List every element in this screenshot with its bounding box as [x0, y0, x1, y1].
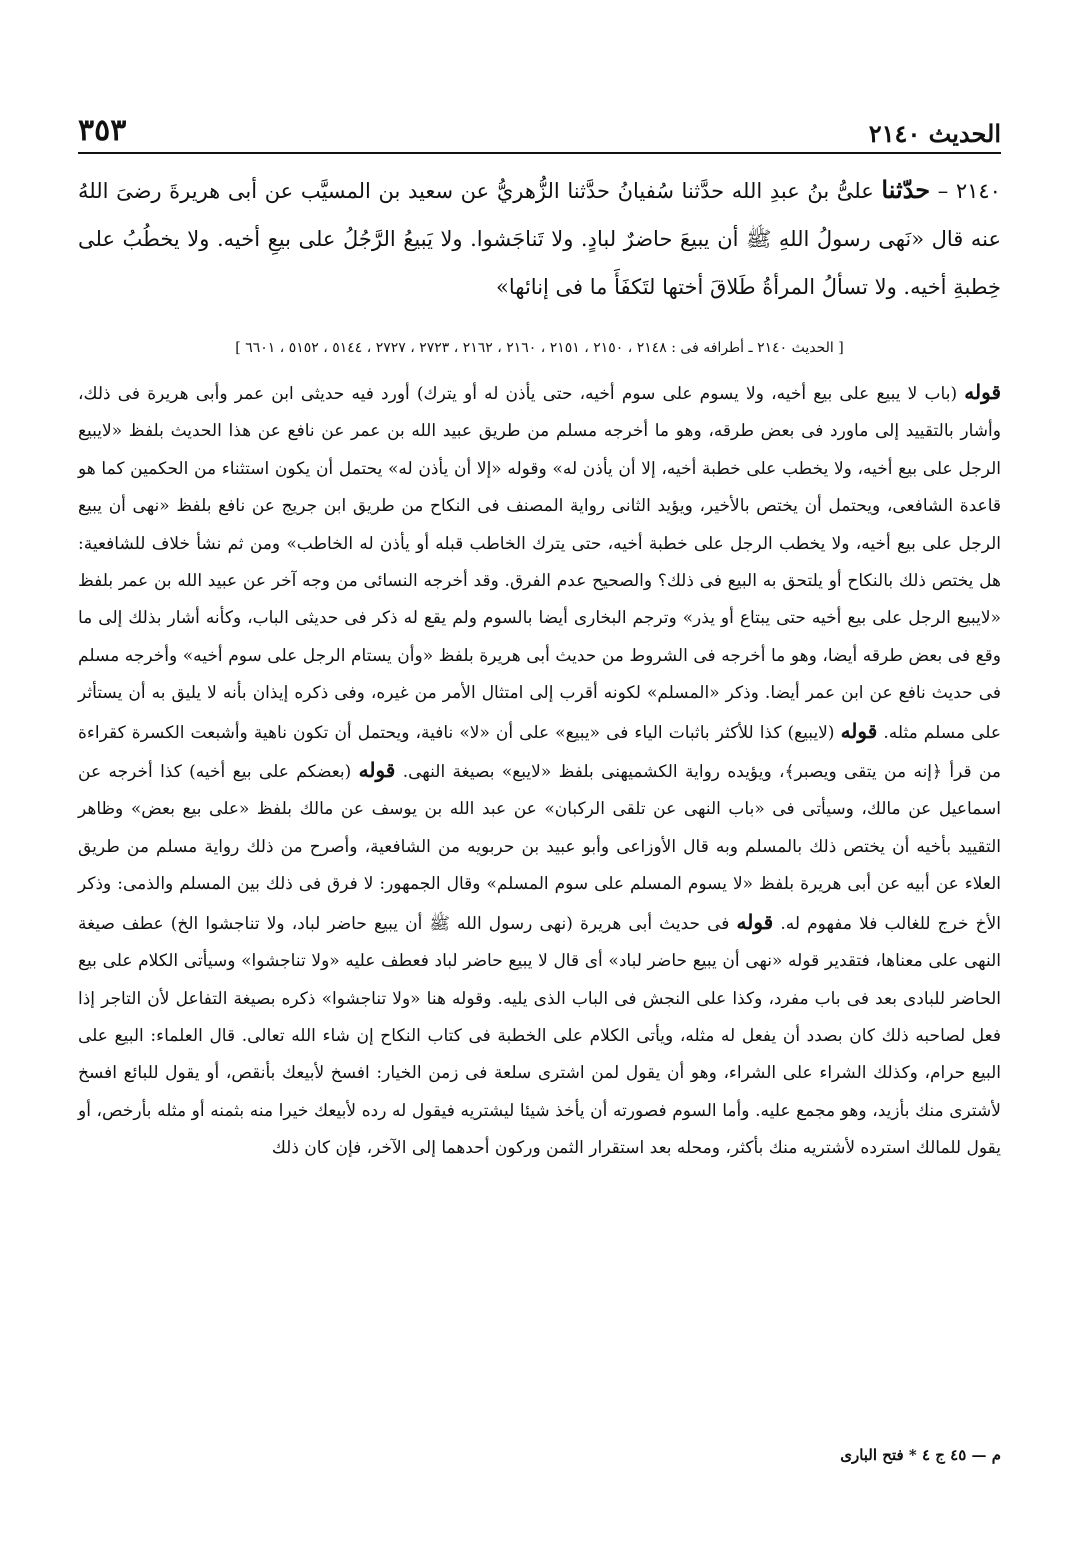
- commentary-part-1: (باب لا يبيع على بيع أخيه، ولا يسوم على سوم أخيه، حتى يأذن له أو يترك) أورد فيه حديثى ابن عمر وأبى هريرة فى ذلك، وأشار بالتقييد إلى ماورد فى بعض طرقه، وهو ما أخرجه مسلم من طريق عبيد الله بن عمر عن نافع عن هذا الحديث بلفظ «لايبيع الرجل على بيع أخيه، ولا يخطب على خطبة أخيه، إلا أن يأذن له» وقوله «إلا أن يأذن له» يحتمل أن يكون استثناء من الحكمين كما هو قاعدة الشافعى، ويحتمل أن يختص بالأخير، ويؤيد الثانى رواية المصنف فى النكاح من طريق ابن جريج عن نافع بلفظ «نهى أن يبيع الرجل على بيع أخيه، ولا يخطب الرجل على خطبة أخيه، حتى يترك الخاطب قبله أو يأذن له الخاطب» ومن ثم نشأ خلاف للشافعية: هل يختص ذلك بالنكاح أو يلتحق به البيع فى ذلك؟ والصحيح عدم الفرق. وقد أخرجه النسائى من وجه آخر عن عبيد الله بن عمر بلفظ «لايبيع الرجل على بيع أخيه حتى يبتاع أو يذر» وترجم البخارى أيضا بالسوم ولم يقع له ذكر فى حديثى الباب، وكأنه أشار بذلك إلى ما وقع فى بعض طرقه أيضا، وهو ما أخرجه فى الشروط من حديث أبى هريرة بلفظ «وأن يستام الرجل على سوم أخيه» وأخرجه مسلم فى حديث نافع عن ابن عمر أيضا. وذكر «المسلم» لكونه أقرب إلى امتثال الأمر من غيره، وفى ذكره إيذان بأنه لا يليق به أن يستأثر على مسلم مثله.: [78, 384, 1001, 743]
- hadith-body: علىُّ بنُ عبدِ الله حدَّثنا سُفيانُ حدَّثنا الزُّهريُّ عن سعيد بن المسيَّب عن أبى هريرةَ رضىَ اللهُ عنه قال «نَهى رسولُ اللهِ ﷺ أن يبيعَ حاضرٌ لبادٍ. ولا تَناجَشوا. ولا يَبيعُ الرَّجُلُ على بيعِ أخيه. ولا يخطُبُ على خِطبةِ أخيه. ولا تسألُ المرأةُ طَلاقَ أختها لتَكفَأَ ما فى إنائها»: [78, 179, 1001, 299]
- commentary-part-2: (لايبيع) كذا للأكثر باثبات الياء فى «يبيع» على أن «لا» نافية، ويحتمل أن تكون ناهية وأشبعت الكسرة كقراءة من قرأ ﴿إنه من يتقى ويصبر﴾، ويؤيده رواية الكشميهنى بلفظ «لايبع» بصيغة النهى.: [78, 722, 1002, 783]
- page-header: [78, 108, 1001, 148]
- qawluhu-label-4: قوله: [736, 909, 774, 934]
- hadith-text: [78, 166, 1001, 311]
- atraf-references: [ الحديث ٢١٤٠ ـ أطرافه فى : ٢١٤٨ ، ٢١٥٠ ، ٢١٥١ ، ٢١٦٠ ، ٢١٦٢ ، ٢٧٢٣ ، ٢٧٢٧ ، ٥١٤٤ ، ٥١٥٢ ، ٦٦٠١ ]: [235, 340, 844, 356]
- haddathana-word: حدّثنا: [881, 175, 931, 204]
- qawluhu-label-2: قوله: [840, 718, 878, 743]
- qawluhu-label-3: قوله: [358, 758, 396, 783]
- hadith-paragraph: [78, 166, 1001, 311]
- commentary-text: [78, 374, 1001, 1168]
- page-number: ٣٥٣: [78, 113, 127, 148]
- hadith-number: ٢١٤٠ –: [937, 179, 1001, 203]
- qawluhu-label-1: قوله: [964, 380, 1002, 404]
- commentary-part-4: فى حديث أبى هريرة (نهى رسول الله ﷺ أن يبيع حاضر لباد، ولا تناجشوا الخ) عطف صيغة النهى على معناها، فتقدير قوله «نهى أن يبيع حاضر لباد» أى قال لا يبيع حاضر لباد فعطف عليه «ولا تناجشوا» وسيأتى الكلام على بيع الحاضر للبادى بعد فى باب مفرد، وكذا على النجش فى الباب الذى يليه. وقوله هنا «ولا تناجشوا» ذكره بصيغة التفاعل لأن التاجر إذا فعل لصاحبه ذلك كان بصدد أن يفعل له مثله، ويأتى الكلام على الخطبة فى كتاب النكاح إن شاء الله تعالى. قال العلماء: البيع على البيع حرام، وكذلك الشراء على الشراء، وهو أن يقول لمن اشترى سلعة فى زمن الخيار: افسخ لأبيعك بأنقص، أو يقول للبائع افسخ لأشترى منك بأزيد، وهو مجمع عليه. وأما السوم فصورته أن يأخذ شيئا ليشتريه فيقول له رده لأبيعك خيرا منه بثمنه أو مثله بأرخص، أو يقول للمالك استرده لأشتريه منك بأكثر، ومحله بعد استقرار الثمن وركون أحدهما إلى الآخر، فإن كان ذلك: [78, 913, 1001, 1159]
- commentary-part-3: (بعضكم على بيع أخيه) كذا أخرجه عن اسماعيل عن مالك، وسيأتى فى «باب النهى عن تلقى الركبان» عن عبد الله بن يوسف عن مالك بلفظ «على بيع بعض» وظاهر التقييد بأخيه أن يختص ذلك بالمسلم وبه قال الأوزاعى وأبو عبيد بن حربويه من الشافعية، وأصرح من ذلك رواية مسلم من طريق العلاء عن أبيه عن أبى هريرة بلفظ «لا يسوم المسلم على سوم المسلم» وقال الجمهور: لا فرق فى ذلك بين المسلم والذمى: وذكر الأخ خرج للغالب فلا مفهوم له.: [78, 762, 1002, 934]
- running-title: الحديث ٢١٤٠: [868, 119, 1001, 148]
- page-footer-signature: م — ٤٥ ج ٤ * فتح البارى: [840, 1446, 1001, 1464]
- header-rule: [78, 152, 1001, 154]
